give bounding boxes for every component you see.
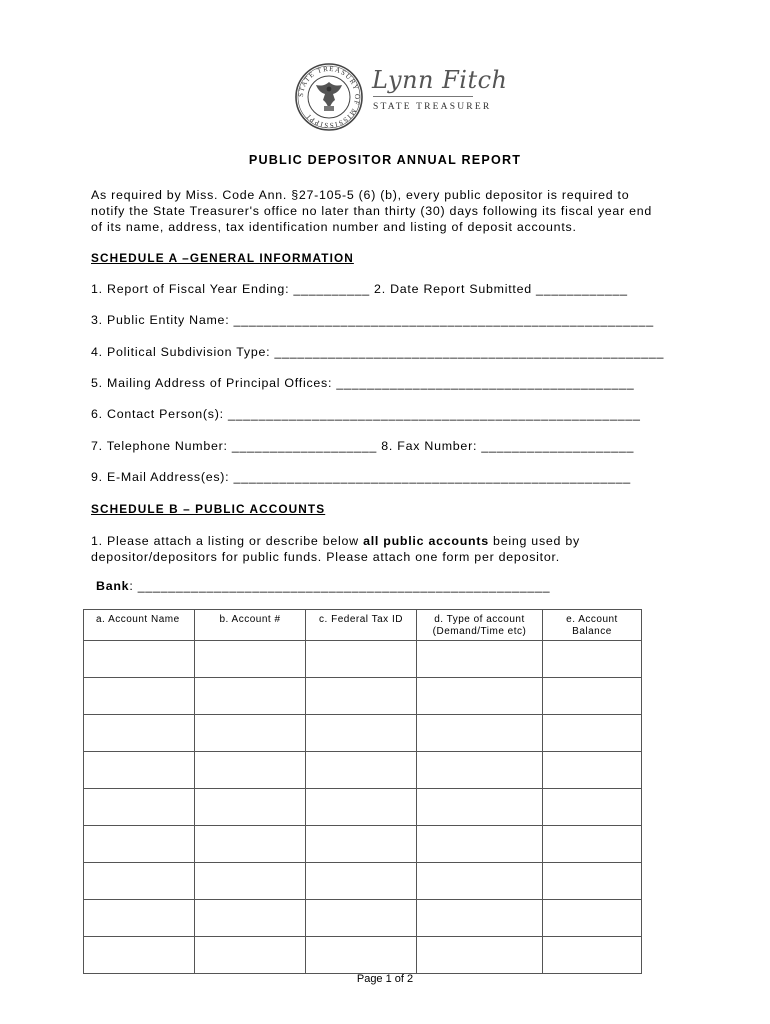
intro-line-2: notify the State Treasurer's office no later than thirty (30) days following its fiscal year end <box>91 204 653 218</box>
cell-account-type[interactable] <box>417 863 543 900</box>
treasurer-signature: Lynn Fitch <box>372 66 508 94</box>
instructions-line-2: depositor/depositors for public funds. Please attach one form per depositor. <box>91 550 560 564</box>
table-row <box>84 789 642 826</box>
cell-account-number[interactable] <box>195 863 306 900</box>
bank-line: : ______________________________________________________ <box>129 579 551 593</box>
cell-federal-tax-id[interactable] <box>306 937 417 974</box>
field-fiscal-year-and-date[interactable]: 1. Report of Fiscal Year Ending: __________ 2. Date Report Submitted ____________ <box>91 282 628 296</box>
col-account-type-line1: d. Type of account <box>434 614 525 625</box>
cell-account-name[interactable] <box>84 900 195 937</box>
cell-account-balance[interactable] <box>543 937 642 974</box>
cell-account-number[interactable] <box>195 752 306 789</box>
intro-line-1: As required by Miss. Code Ann. §27-105-5 (6) (b), every public depositor is required to <box>91 188 630 202</box>
cell-account-name[interactable] <box>84 863 195 900</box>
field-mailing-address[interactable]: 5. Mailing Address of Principal Offices: _______________________________________ <box>91 376 635 390</box>
cell-account-type[interactable] <box>417 715 543 752</box>
field-political-subdivision-type[interactable]: 4. Political Subdivision Type: ___________________________________________________ <box>91 345 665 359</box>
intro-line-3: of its name, address, tax identification number and listing of deposit accounts. <box>91 220 577 234</box>
cell-federal-tax-id[interactable] <box>306 863 417 900</box>
cell-account-number[interactable] <box>195 937 306 974</box>
cell-federal-tax-id[interactable] <box>306 641 417 678</box>
col-federal-tax-id: c. Federal Tax ID <box>306 610 417 641</box>
col-account-type <box>417 610 543 641</box>
schedule-b-instructions <box>91 533 691 565</box>
cell-account-number[interactable] <box>195 826 306 863</box>
cell-account-number[interactable] <box>195 641 306 678</box>
instructions-emphasis: all public accounts <box>363 534 489 548</box>
bank-label: Bank <box>96 579 130 593</box>
cell-account-name[interactable] <box>84 715 195 752</box>
office-title: STATE TREASURER <box>373 102 492 112</box>
schedule-b-heading: SCHEDULE B – PUBLIC ACCOUNTS <box>91 502 326 516</box>
cell-account-type[interactable] <box>417 937 543 974</box>
cell-account-balance[interactable] <box>543 641 642 678</box>
cell-account-balance[interactable] <box>543 715 642 752</box>
cell-account-balance[interactable] <box>543 826 642 863</box>
col-account-name: a. Account Name <box>84 610 195 641</box>
cell-account-type[interactable] <box>417 826 543 863</box>
cell-account-type[interactable] <box>417 752 543 789</box>
cell-account-balance[interactable] <box>543 789 642 826</box>
cell-federal-tax-id[interactable] <box>306 789 417 826</box>
table-row <box>84 900 642 937</box>
col-account-type-line2: (Demand/Time etc) <box>432 626 527 637</box>
cell-federal-tax-id[interactable] <box>306 826 417 863</box>
cell-account-number[interactable] <box>195 678 306 715</box>
report-title: PUBLIC DEPOSITOR ANNUAL REPORT <box>248 153 522 167</box>
cell-account-name[interactable] <box>84 826 195 863</box>
table-row <box>84 678 642 715</box>
intro-paragraph <box>91 187 691 235</box>
col-account-balance <box>543 610 642 641</box>
instructions-pre: 1. Please attach a listing or describe below <box>91 534 364 548</box>
cell-account-balance[interactable] <box>543 678 642 715</box>
cell-federal-tax-id[interactable] <box>306 900 417 937</box>
cell-account-name[interactable] <box>84 752 195 789</box>
col-account-balance-line1: e. Account <box>566 614 618 625</box>
seal-ring-text: STATE TREASURY OF MISSISSIPPI <box>296 64 362 130</box>
cell-account-type[interactable] <box>417 641 543 678</box>
col-account-number: b. Account # <box>195 610 306 641</box>
cell-account-number[interactable] <box>195 789 306 826</box>
page-number: Page 1 of 2 <box>356 973 414 985</box>
cell-account-name[interactable] <box>84 937 195 974</box>
cell-federal-tax-id[interactable] <box>306 678 417 715</box>
cell-account-type[interactable] <box>417 678 543 715</box>
cell-account-balance[interactable] <box>543 752 642 789</box>
table-row <box>84 826 642 863</box>
cell-account-balance[interactable] <box>543 900 642 937</box>
field-telephone-and-fax[interactable]: 7. Telephone Number: ___________________ 8. Fax Number: ____________________ <box>91 439 635 453</box>
cell-account-name[interactable] <box>84 678 195 715</box>
cell-account-balance[interactable] <box>543 863 642 900</box>
table-row <box>84 752 642 789</box>
cell-account-number[interactable] <box>195 900 306 937</box>
table-row <box>84 937 642 974</box>
state-treasury-seal <box>294 62 364 132</box>
field-bank[interactable] <box>96 579 550 593</box>
cell-account-name[interactable] <box>84 789 195 826</box>
col-account-balance-line2: Balance <box>572 626 612 637</box>
table-row <box>84 715 642 752</box>
cell-federal-tax-id[interactable] <box>306 715 417 752</box>
instructions-line-1 <box>91 533 691 549</box>
cell-account-name[interactable] <box>84 641 195 678</box>
signature-rule <box>373 96 473 97</box>
cell-account-type[interactable] <box>417 789 543 826</box>
field-contact-persons[interactable]: 6. Contact Person(s): ______________________________________________________ <box>91 407 641 421</box>
cell-federal-tax-id[interactable] <box>306 752 417 789</box>
cell-account-type[interactable] <box>417 900 543 937</box>
table-row <box>84 641 642 678</box>
public-accounts-table <box>83 609 642 974</box>
instructions-post: being used by <box>488 534 580 548</box>
field-email-addresses[interactable]: 9. E-Mail Address(es): ____________________________________________________ <box>91 470 631 484</box>
table-header-row <box>84 610 642 641</box>
schedule-a-heading: SCHEDULE A –GENERAL INFORMATION <box>91 251 354 265</box>
table-row <box>84 863 642 900</box>
cell-account-number[interactable] <box>195 715 306 752</box>
field-public-entity-name[interactable]: 3. Public Entity Name: _______________________________________________________ <box>91 313 654 327</box>
